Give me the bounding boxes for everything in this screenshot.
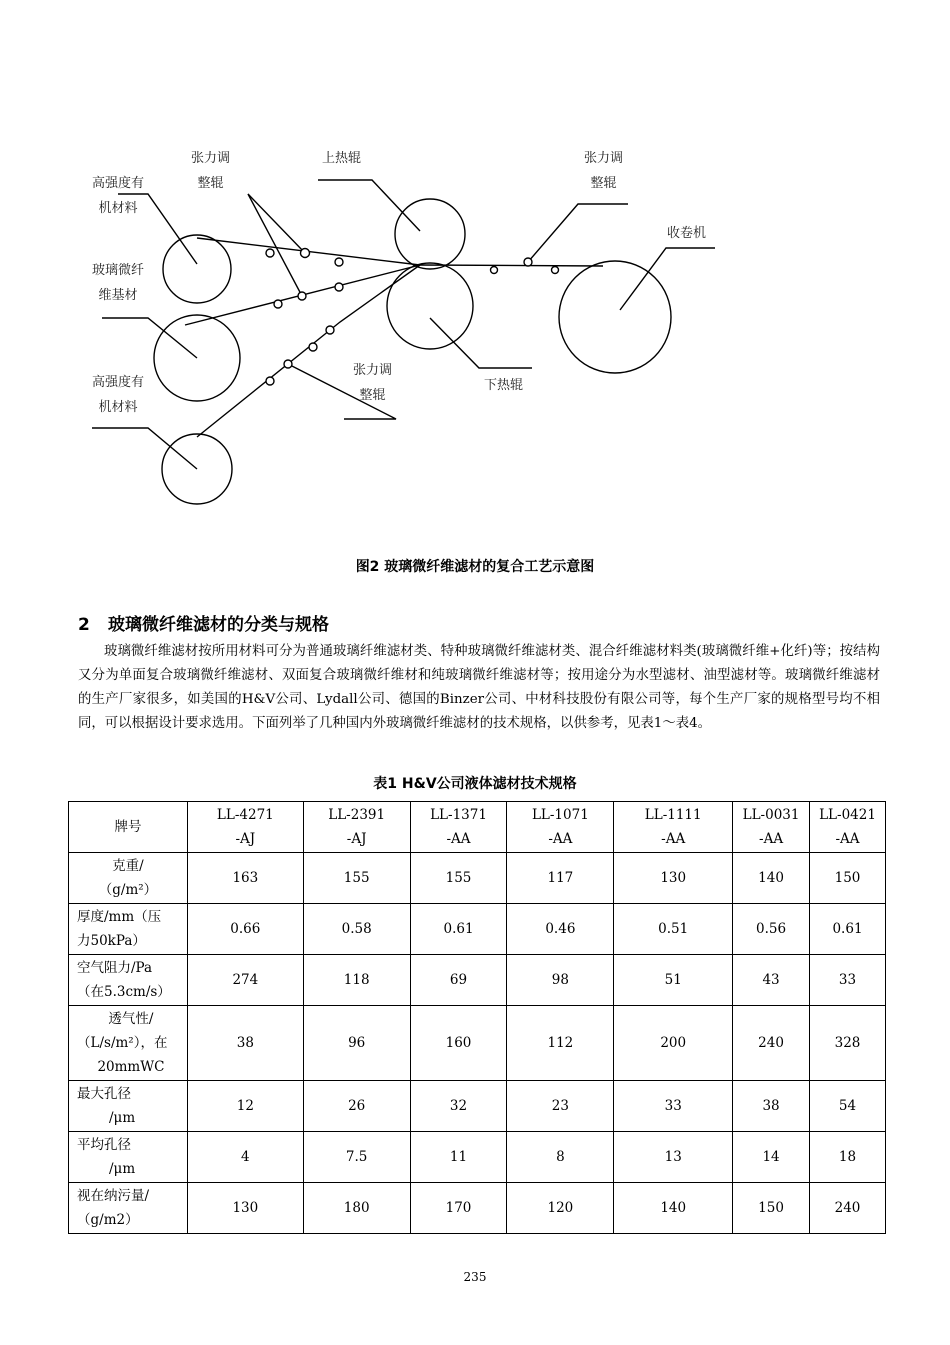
header-cell: LL-4271 -AJ bbox=[187, 802, 303, 853]
row-label-cell: 厚度/mm（压 力50kPa） bbox=[69, 904, 188, 955]
table-cell: 0.66 bbox=[187, 904, 303, 955]
table-row bbox=[69, 853, 886, 904]
table-cell: 180 bbox=[303, 1183, 410, 1234]
label-tension-roller-left: 张力调 整辊 bbox=[191, 151, 231, 191]
table-cell: 150 bbox=[810, 853, 886, 904]
web-bottom bbox=[197, 265, 420, 437]
spec-table bbox=[68, 801, 886, 1234]
table-cell: 155 bbox=[303, 853, 410, 904]
table-cell: 0.61 bbox=[410, 904, 507, 955]
table-cell: 160 bbox=[410, 1006, 507, 1081]
row-label-cell: 最大孔径 /μm bbox=[69, 1081, 188, 1132]
table-header-row bbox=[69, 802, 886, 853]
table-cell: 8 bbox=[507, 1132, 614, 1183]
table-cell: 112 bbox=[507, 1006, 614, 1081]
table-row bbox=[69, 1081, 886, 1132]
table-cell: 170 bbox=[410, 1183, 507, 1234]
section-title: 玻璃微纤维滤材的分类与规格 bbox=[108, 615, 329, 635]
lower-heat-roller bbox=[387, 263, 473, 349]
table-cell: 0.51 bbox=[614, 904, 733, 955]
table-cell: 33 bbox=[614, 1081, 733, 1132]
header-cell: LL-1371 -AA bbox=[410, 802, 507, 853]
figure-caption: 图2 玻璃微纤维滤材的复合工艺示意图 bbox=[355, 559, 595, 575]
header-cell: LL-1111 -AA bbox=[614, 802, 733, 853]
upper-heat-roller bbox=[395, 199, 465, 269]
table-cell: 140 bbox=[614, 1183, 733, 1234]
header-cell: LL-0031 -AA bbox=[733, 802, 810, 853]
table-cell: 130 bbox=[187, 1183, 303, 1234]
table-cell: 0.58 bbox=[303, 904, 410, 955]
table-row bbox=[69, 1132, 886, 1183]
label-lower-heat-roller: 下热辊 bbox=[484, 378, 524, 393]
row-label-cell: 克重/ （g/m²） bbox=[69, 853, 188, 904]
table-cell: 130 bbox=[614, 853, 733, 904]
table-cell: 7.5 bbox=[303, 1132, 410, 1183]
header-label-cell: 牌号 bbox=[69, 802, 188, 853]
table-cell: 117 bbox=[507, 853, 614, 904]
table-cell: 98 bbox=[507, 955, 614, 1006]
label-tension-roller-right: 张力调 整辊 bbox=[584, 151, 624, 191]
header-cell: LL-2391 -AJ bbox=[303, 802, 410, 853]
table-cell: 4 bbox=[187, 1132, 303, 1183]
table-cell: 240 bbox=[810, 1183, 886, 1234]
feed-roll-top bbox=[163, 235, 231, 303]
label-glass-microfiber-base: 玻璃微纤 维基材 bbox=[92, 263, 145, 303]
table-cell: 155 bbox=[410, 853, 507, 904]
table-cell: 32 bbox=[410, 1081, 507, 1132]
table-cell: 51 bbox=[614, 955, 733, 1006]
table-cell: 26 bbox=[303, 1081, 410, 1132]
table-cell: 38 bbox=[187, 1006, 303, 1081]
label-upper-heat-roller: 上热辊 bbox=[322, 151, 362, 166]
table-cell: 23 bbox=[507, 1081, 614, 1132]
header-cell: LL-0421 -AA bbox=[810, 802, 886, 853]
table-cell: 11 bbox=[410, 1132, 507, 1183]
table-cell: 140 bbox=[733, 853, 810, 904]
table-title: 表1 H&V公司液体滤材技术规格 bbox=[373, 776, 577, 792]
row-label-cell: 视在纳污量/ （g/m2） bbox=[69, 1183, 188, 1234]
table-cell: 0.56 bbox=[733, 904, 810, 955]
table-row bbox=[69, 904, 886, 955]
guide-dots bbox=[266, 249, 559, 386]
table-cell: 163 bbox=[187, 853, 303, 904]
table-cell: 43 bbox=[733, 955, 810, 1006]
row-label-cell: 空气阻力/Pa （在5.3cm/s） bbox=[69, 955, 188, 1006]
page-number: 235 bbox=[463, 1270, 487, 1284]
label-high-strength-organic-bottom: 高强度有 机材料 bbox=[92, 375, 145, 415]
label-tension-roller-bottom: 张力调 整辊 bbox=[353, 363, 393, 403]
web-output bbox=[420, 265, 603, 266]
table-cell: 13 bbox=[614, 1132, 733, 1183]
table-cell: 240 bbox=[733, 1006, 810, 1081]
table-cell: 54 bbox=[810, 1081, 886, 1132]
table-cell: 150 bbox=[733, 1183, 810, 1234]
row-label-cell: 平均孔径 /μm bbox=[69, 1132, 188, 1183]
section-number: 2 bbox=[78, 615, 90, 635]
table-cell: 118 bbox=[303, 955, 410, 1006]
table-cell: 328 bbox=[810, 1006, 886, 1081]
table-row bbox=[69, 955, 886, 1006]
section-paragraph: 玻璃微纤维滤材按所用材料可分为普通玻璃纤维滤材类、特种玻璃微纤维滤材类、混合纤维滤材料类(玻璃微纤维+化纤)等；按结构又分为单面复合玻璃微纤维滤材、双面复合玻璃微纤维材和纯玻璃微纤维滤材等；按用途分为水型滤材、油型滤材等。玻璃微纤维滤材的生产厂家很多，如美国的H&V公司、Lydall公司、德国的Binzer公司、中材科技股份有限公司等，每个生产厂家的规格型号均不相同，可以根据设计要求选用。下面列举了几种国内外玻璃微纤维滤材的技术规格，以供参考，见表1～表4。 bbox=[78, 644, 880, 731]
table-cell: 33 bbox=[810, 955, 886, 1006]
table-cell: 274 bbox=[187, 955, 303, 1006]
table-cell: 200 bbox=[614, 1006, 733, 1081]
table-cell: 0.61 bbox=[810, 904, 886, 955]
section-heading bbox=[78, 610, 329, 635]
table-row bbox=[69, 1183, 886, 1234]
table-cell: 18 bbox=[810, 1132, 886, 1183]
label-winder: 收卷机 bbox=[667, 226, 707, 241]
table-row bbox=[69, 1006, 886, 1081]
table-cell: 96 bbox=[303, 1006, 410, 1081]
winder-roll bbox=[559, 261, 671, 373]
table-cell: 12 bbox=[187, 1081, 303, 1132]
table-cell: 69 bbox=[410, 955, 507, 1006]
row-label-cell: 透气性/ （L/s/m²），在 20mmWC bbox=[69, 1006, 188, 1081]
table-cell: 14 bbox=[733, 1132, 810, 1183]
header-cell: LL-1071 -AA bbox=[507, 802, 614, 853]
label-high-strength-organic-top: 高强度有 机材料 bbox=[92, 176, 145, 216]
table-cell: 38 bbox=[733, 1081, 810, 1132]
table-cell: 120 bbox=[507, 1183, 614, 1234]
table-cell: 0.46 bbox=[507, 904, 614, 955]
